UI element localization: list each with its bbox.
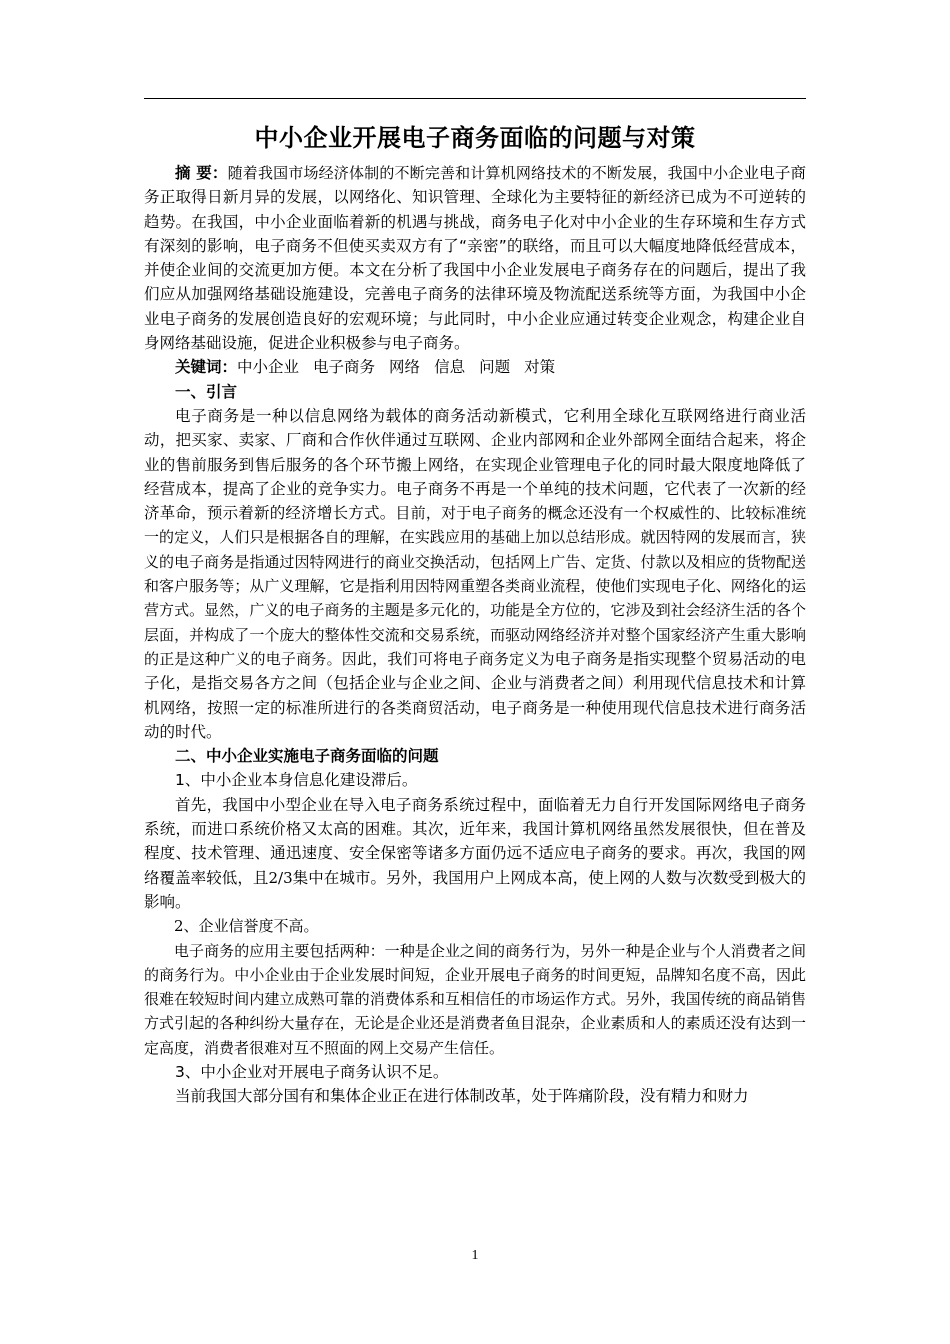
- section2-paragraph-1: [144, 793, 806, 914]
- abstract-paragraph: [144, 161, 806, 355]
- keyword-item: 问题: [479, 358, 511, 377]
- paragraph-text-tail: 集中在城市。另外，我国用户上网成本高，使上网的人数与次数受到极大的影响。: [144, 868, 806, 911]
- keyword-item: 信息: [434, 358, 466, 377]
- subheading-1: 1、中小企业本身信息化建设滞后。: [175, 771, 418, 790]
- keyword-item: 网络: [389, 358, 421, 377]
- abstract-label: 摘 要：: [175, 164, 228, 182]
- fraction-text: 2/3: [268, 868, 293, 887]
- abstract-text-serif: 随着我国市场经济体制的不断完善和计算机网络技术的不断发展，我国中小企: [227, 164, 744, 182]
- subheading-2: 2、企业信誉度不高。: [174, 917, 319, 936]
- keywords-line: [144, 355, 806, 379]
- section2-paragraph-2: 电子商务的应用主要包括两种：一种是企业之间的商务行为，另外一种是企业与个人消费者之间的商务行为。中小企业由于企业发展时间短，企业开展电子商务的时间更短，品牌知名度不高，因此很难在较短时间内建立成熟可靠的消费体系和互相信任的市场运作方式。另外，我国传统的商品销售方式引起的各种纠纷大量存在，无论是企业还是消费者鱼目混杂，企业素质和人的素质还没有达到一定高度，消费者很难对互不照面的网上交易产生信任。: [144, 941, 806, 1057]
- section-heading: 二、中小企业实施电子商务面临的问题: [175, 747, 439, 766]
- document-title: 中小企业开展电子商务面临的问题与对策: [254, 124, 696, 152]
- section1-definition-text: 电子商务是指实现整个贸易活动的电子化，是指交易各方之间（包括企业与企业之间、企业与消费者之间）利用现代信息技术和计算机网络，按照一定的标准所进行的各类商贸活动，电子商务是一种使用现代信息技术进行商务活动的时代。: [144, 649, 806, 741]
- subheading-3: 3、中小企业对开展电子商务认识不足。: [175, 1062, 449, 1081]
- page-number: 1: [471, 1248, 479, 1263]
- keyword-item: 中小企业: [237, 358, 300, 377]
- section-heading: 一、引言: [175, 382, 238, 401]
- section1-text-serif: 目前，对于电子商务的概念还没有一个权威性的、比较标准统一的定义，人们只是根据各自的理解，在实践应用的基础上加以总结形成。就因特网的发展而言，狭义的电子商务是指通过因特网进行的商业交换活动，包括网上广告、定货、付款以及相应的货物配送和客户服务等；从广义理解，它是指利用因特网重塑各类商业流程，使他们实现电子化、网络化的运营方式。显然，广义的电子商务的主题是多元化的，功能是全方位的，它涉及到社会经济生活的各个层面，并构成了一个庞大的整体性交流和交易系统，而驱动网络经济并对整个国家经济产生重大影响的正是这种广义的电子商务。因此，我们可将电子商务定义为: [144, 504, 806, 668]
- keywords-label: 关键词：: [175, 358, 238, 377]
- keyword-item: 对策: [524, 358, 556, 377]
- section1-paragraph: [144, 404, 806, 744]
- section1-text-sans: 电子商务是一种以信息网络为载体的商务活动新模式，它利用全球化互联网络进行商业活动，把买家、卖家、厂商和合作伙伴通过互联网、企业内部网和企业外部网全面结合起来，将企业的售前服务到售后服务的各个环节搬上网络，在实现企业管理电子化的同时最大限度地降低了经营成本，提高了企业的竞争实力。电子商务不再是一个单纯的技术问题，它代表了一次新的经济革命，预示着新的经济增长方式。: [144, 406, 806, 523]
- keyword-item: 电子商务: [313, 358, 376, 377]
- document-body: [144, 118, 806, 1109]
- paragraph-text: 首先，我国中小型企业在导入电子商务系统过程中，面临着无力自行开发国际网络电子商务系统，而进口系统价格又太高的困难。其次，近年来，我国计算机网络虽然发展很快，但在普及程度、技术管理、通迅速度、安全保密等诸多方面仍远不适应电子商务的要求。再次，我国的网络覆盖率较低，且: [144, 795, 806, 887]
- header-rule: [144, 98, 806, 99]
- section2-paragraph-3: 当前我国大部分国有和集体企业正在进行体制改革，处于阵痛阶段，没有精力和财力: [175, 1087, 749, 1106]
- abstract-text: 业电子商务正取得日新月异的发展，以网络化、知识管理、全球化为主要特征的新经济已成为不可逆转的趋势。在我国，中小企业面临着新的机遇与挑战，商务电子化对中小企业的生存环境和生存方式有深刻的影响，电子商务不但使买卖双方有了“亲密”的联络，而且可以大幅度地降低经营成本，并使企业间的交流更加方便。本文在分析了我国中小企业发展电子商务存在的问题后，提出了我们应从加强网络基础设施建设，完善电子商务的法律环境及物流配送系统等方面，为我国中小企业电子商务的发展创造良好的宏观环境；与此同时，中小企业应通过转变企业观念，构建企业自身网络基础设施，促进企业积极参与电子商务。: [144, 164, 806, 353]
